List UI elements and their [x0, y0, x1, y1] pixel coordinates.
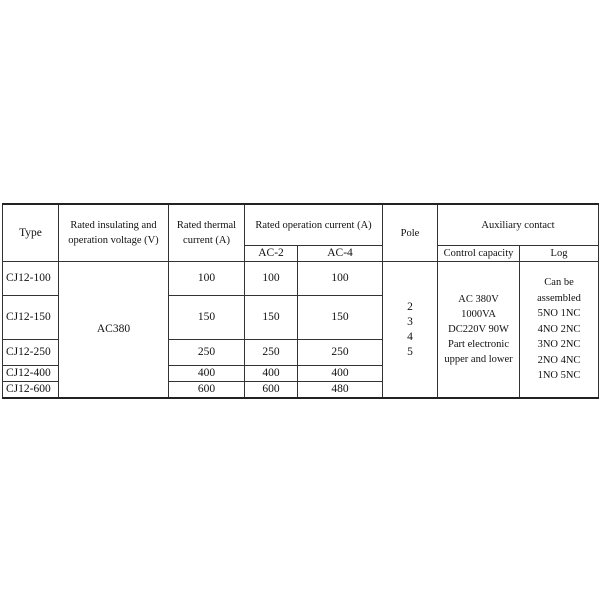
thermal-cell: 150 — [169, 296, 245, 340]
log-line: 4NO 2NC — [537, 323, 581, 335]
type-cell: CJ12-150 — [3, 296, 59, 340]
type-cell: CJ12-100 — [3, 262, 59, 296]
log-line: 3NO 2NC — [537, 339, 581, 351]
ac2-cell: 600 — [245, 382, 298, 399]
pole-value: 5 — [407, 345, 413, 358]
type-cell: CJ12-400 — [3, 366, 59, 382]
log-line: 2NO 4NC — [537, 354, 581, 366]
thermal-cell: 400 — [169, 366, 245, 382]
control-line: AC 380V — [458, 294, 499, 305]
log-cell — [520, 262, 599, 399]
log-line: Can be — [544, 277, 574, 289]
ac4-cell: 480 — [298, 382, 383, 399]
log-line: assembled — [537, 292, 581, 304]
thermal-cell: 250 — [169, 340, 245, 366]
header-pole: Pole — [383, 204, 438, 262]
header-ac2: AC-2 — [245, 246, 298, 262]
header-thermal-current: Rated thermal current (A) — [169, 204, 245, 262]
ac2-cell: 100 — [245, 262, 298, 296]
ac2-cell: 150 — [245, 296, 298, 340]
pole-value: 3 — [407, 315, 413, 328]
header-log: Log — [520, 246, 599, 262]
log-line: 5NO 1NC — [537, 308, 581, 320]
control-line: Part electronic — [448, 339, 509, 350]
spec-table-wrapper — [2, 203, 598, 399]
pole-value: 2 — [407, 300, 413, 313]
control-capacity-cell — [438, 262, 520, 399]
ac2-cell: 250 — [245, 340, 298, 366]
pole-value: 4 — [407, 330, 413, 343]
ac4-cell: 400 — [298, 366, 383, 382]
header-ac4: AC-4 — [298, 246, 383, 262]
spec-table — [2, 203, 599, 399]
ac4-cell: 250 — [298, 340, 383, 366]
header-auxiliary-contact: Auxiliary contact — [438, 204, 599, 246]
ac4-cell: 150 — [298, 296, 383, 340]
header-row-1 — [3, 204, 599, 246]
type-cell: CJ12-250 — [3, 340, 59, 366]
voltage-cell: AC380 — [59, 262, 169, 399]
control-line: 1000VA — [461, 309, 496, 320]
type-cell: CJ12-600 — [3, 382, 59, 399]
thermal-cell: 600 — [169, 382, 245, 399]
pole-cell — [383, 262, 438, 399]
control-line: upper and lower — [444, 354, 513, 365]
ac4-cell: 100 — [298, 262, 383, 296]
table-row — [3, 262, 599, 296]
control-line: DC220V 90W — [448, 324, 509, 335]
thermal-cell: 100 — [169, 262, 245, 296]
header-operation-current: Rated operation current (A) — [245, 204, 383, 246]
header-type: Type — [3, 204, 59, 262]
ac2-cell: 400 — [245, 366, 298, 382]
log-line: 1NO 5NC — [537, 370, 581, 382]
header-control-capacity: Control capacity — [438, 246, 520, 262]
header-insulating-voltage: Rated insulating and operation voltage (V) — [59, 204, 169, 262]
